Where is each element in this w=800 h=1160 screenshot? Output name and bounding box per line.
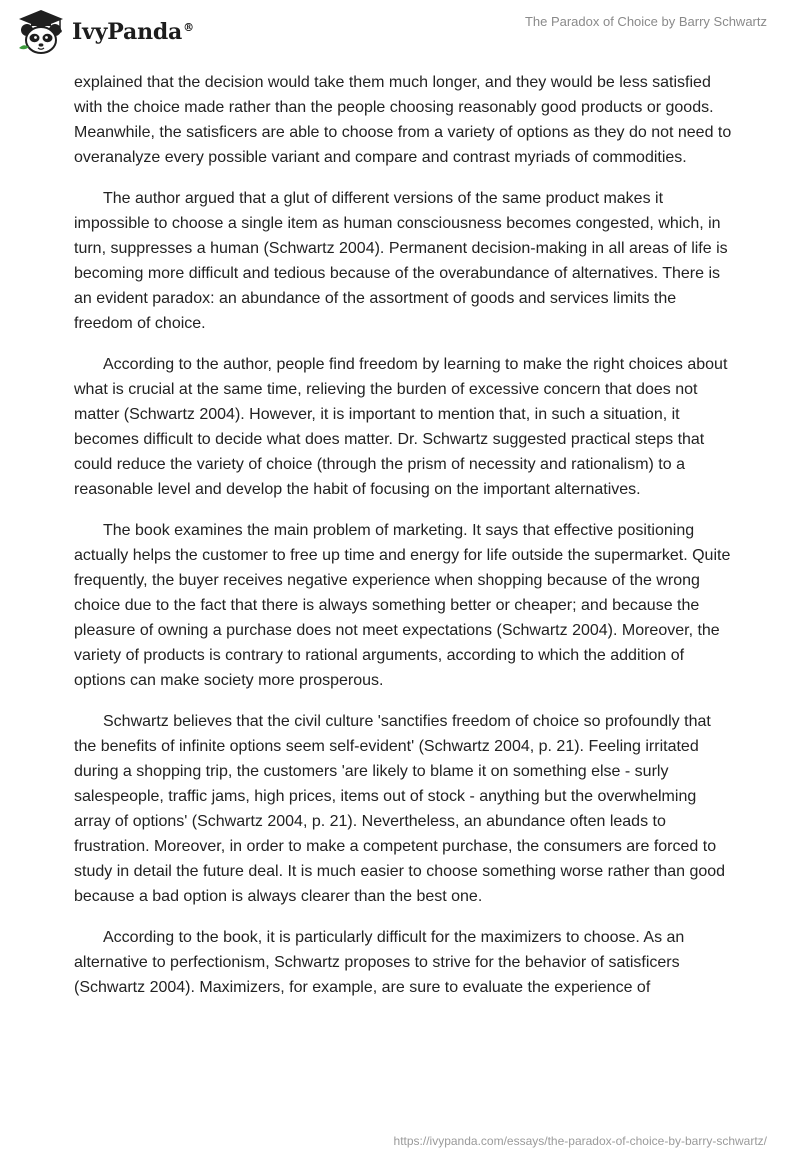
paragraph: The book examines the main problem of marketing. It says that effective positioning actually helps the customer to free up time and energy for life outside the supermarket. Quite frequently, the buyer receives negative experience when shopping because of the wrong choice due to the fact that there is always something better or cheaper; and because the pleasure of owning a purchase does not meet expectations (Schwartz 2004). Moreover, the variety of products is contrary to rational arguments, according to which the addition of options can make society more prosperous. <box>74 522 731 689</box>
logo-text: IvyPanda® <box>72 19 194 45</box>
ivypanda-logo[interactable] <box>16 8 194 56</box>
paragraph: According to the author, people find freedom by learning to make the right choices about what is crucial at the same time, relieving the burden of excessive concern that does not matter (Schwartz 2004). However, it is important to mention that, in such a situation, it becomes difficult to decide what does matter. Dr. Schwartz suggested practical steps that could reduce the variety of choice (through the prism of necessity and rationalism) to a reasonable level and develop the habit of focusing on the important alternatives. <box>74 356 728 498</box>
paragraph: The author argued that a glut of different versions of the same product makes it impossible to choose a single item as human consciousness becomes congested, which, in turn, suppresses a human (Schwartz 2004). Permanent decision-making in all areas of life is becoming more difficult and tedious because of the overabundance of alternatives. There is an evident paradox: an abundance of the assortment of goods and services limits the freedom of choice. <box>74 190 728 332</box>
document-title: The Paradox of Choice by Barry Schwartz <box>524 14 767 29</box>
paragraph: According to the book, it is particularly difficult for the maximizers to choose. As an alternative to perfectionism, Schwartz proposes to strive for the behavior of satisficers (Schwartz 2004). Maximizers, for example, are sure to evaluate the experience of <box>74 929 685 996</box>
essay-body <box>74 70 734 1016</box>
page-header <box>0 0 800 70</box>
panda-graduate-icon <box>16 8 66 56</box>
source-url[interactable]: https://ivypanda.com/essays/the-paradox-of-choice-by-barry-schwartz/ <box>393 1134 767 1148</box>
paragraph: explained that the decision would take them much longer, and they would be less satisfied with the choice made rather than the people choosing reasonably good products or goods. Meanwhile, the satisficers are able to choose from a variety of options as they do not need to overanalyze every possible variant and compare and contrast myriads of commodities. <box>74 74 732 166</box>
paragraph: Schwartz believes that the civil culture 'sanctifies freedom of choice so profoundly that the benefits of infinite options seem self-evident' (Schwartz 2004, p. 21). Feeling irritated during a shopping trip, the customers 'are likely to blame it on something else - surly salespeople, traffic jams, high prices, items out of stock - anything but the overwhelming array of options' (Schwartz 2004, p. 21). Nevertheless, an abundance often leads to frustration. Moreover, in order to make a competent purchase, the consumers are forced to study in detail the future deal. It is much easier to choose something worse rather than good because a bad option is always clearer than the best one. <box>74 713 726 905</box>
